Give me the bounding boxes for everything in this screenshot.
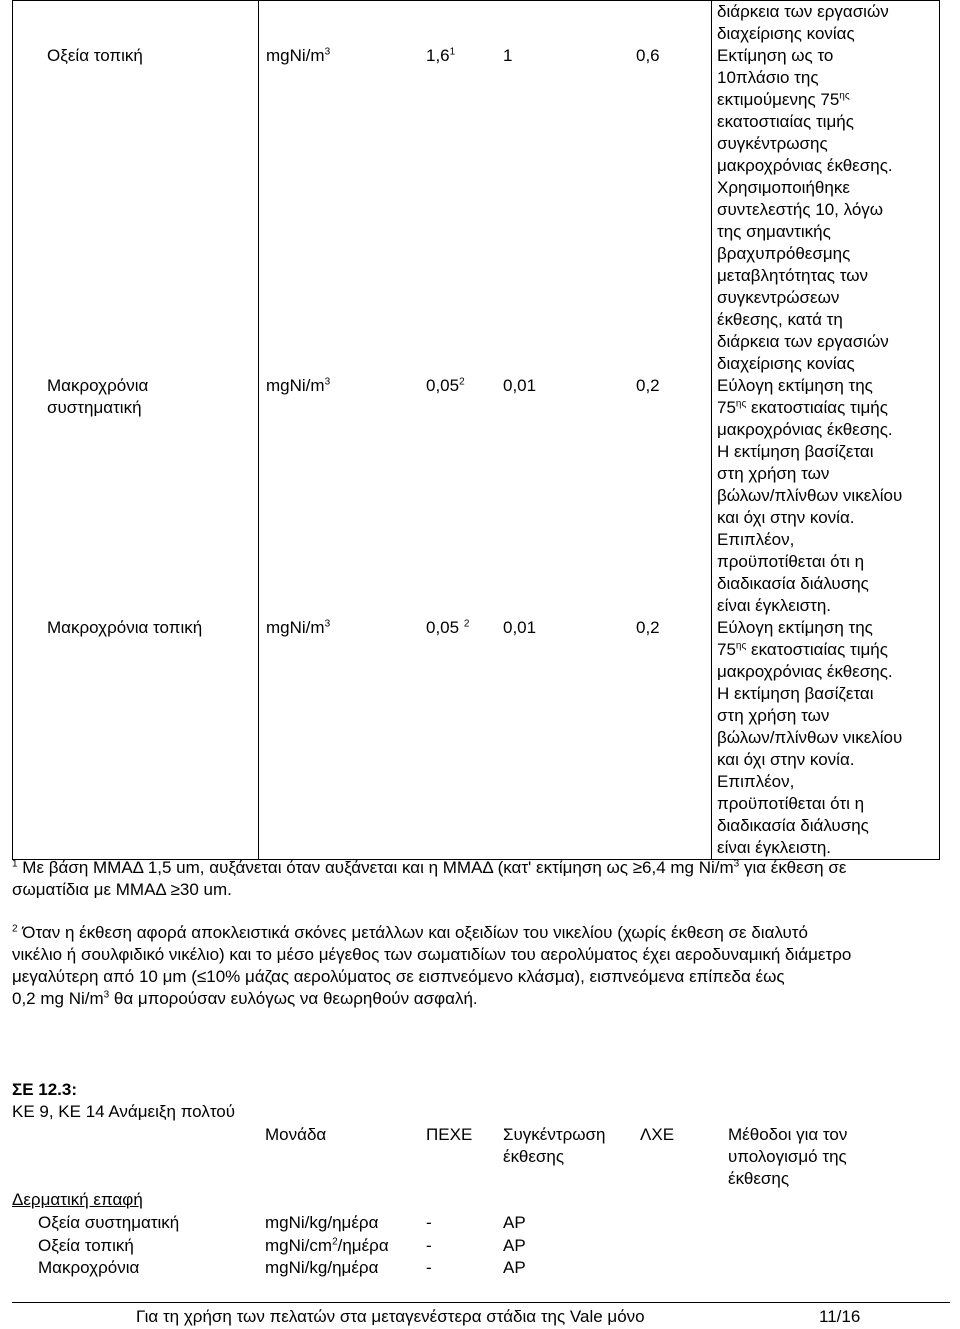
- concentration-cell: AP: [503, 1258, 526, 1277]
- unit-cell: mgNi/$m^3$: [266, 618, 331, 637]
- row-label: Μακροχρόνια τοπική: [47, 618, 203, 637]
- row-label: Μακροχρόνια συστηματική: [47, 376, 149, 417]
- lxe-cell: 0,2: [636, 376, 660, 395]
- concentration-cell: AP: [503, 1213, 526, 1232]
- pexe-cell: 0,05$^2$: [426, 376, 465, 395]
- pexe-cell: -: [426, 1236, 432, 1255]
- lxe-cell: 0,2: [636, 618, 660, 637]
- concentration-cell: AP: [503, 1236, 526, 1255]
- unit-cell: mgNi/$m^3$: [266, 46, 331, 65]
- footnote-2: $^2$ Όταν η έκθεση αφορά αποκλειστικά σκόνες μετάλλων και οξειδίων του νικελίου (χωρίς έκθεση σε διαλυτό νικέλιο ή σουλφιδικό νικέλιο) και το μέσο μέγεθος των σωματιδίων του αερολύματος έχει αεροδυναμική διάμετρο μεγαλύτερη από 10 μm (≤10% μάζας αερολύματος σε εισπνεόμενο κλάσμα), εισπνεόμενα επίπεδα έως 0,2 mg $Ni/m^3$ θα μπορούσαν ευλόγως να θεωρηθούν ασφαλή.: [12, 923, 852, 1008]
- pexe-cell: -: [426, 1213, 432, 1232]
- table-border: [12, 0, 13, 859]
- row-label: Μακροχρόνια: [38, 1258, 140, 1277]
- header-method: Μέθοδοι για τον υπολογισμό της έκθεσης: [728, 1125, 848, 1188]
- page-number: 11/16: [819, 1307, 861, 1326]
- row-label: Οξεία συστηματική: [38, 1213, 180, 1232]
- method-cell: Εύλογη εκτίμηση της $75^{\eta\varsigma}$ εκατοστιαίας τιμής μακροχρόνιας έκθεσης. Η εκτίμηση βασίζεται στη χρήση των βώλων/πλίνθων νικελίου και όχι στην κονία. Επιπλέον, προϋποτίθεται ότι η διαδικασία διάλυσης είναι έγκλειστη.: [717, 618, 903, 857]
- table-border: [258, 0, 259, 859]
- table-border: [939, 0, 940, 859]
- header-lxe: ΛΧΕ: [640, 1125, 675, 1144]
- section-title: ΣΕ 12.3:: [12, 1080, 78, 1099]
- footer-text: Για τη χρήση των πελατών στα μεταγενέστερα στάδια της Vale μόνο: [136, 1307, 645, 1326]
- concentration-cell: 1: [503, 46, 513, 65]
- row-label: Οξεία τοπική: [47, 46, 143, 65]
- footnote-1: $^1$ Με βάση ΜΜΑΔ 1,5 um, αυξάνεται όταν αυξάνεται και η ΜΜΑΔ (κατ' εκτίμηση ως ≥6,4 mg $Ni/m^3$ για έκθεση σε σωματίδια με ΜΜΑΔ ≥30 um.: [12, 858, 847, 899]
- concentration-cell: 0,01: [503, 376, 537, 395]
- pexe-cell: 0,05 $^2$: [426, 618, 470, 637]
- method-carryover: διάρκεια των εργασιών διαχείρισης κονίας: [717, 2, 889, 43]
- unit-cell: mgNi/$cm^2$/ημέρα: [265, 1236, 389, 1255]
- footer-divider: [12, 1302, 950, 1303]
- lxe-cell: 0,6: [636, 46, 660, 65]
- header-pexe: ΠΕΧΕ: [426, 1125, 473, 1144]
- method-cell: Εκτίμηση ως το 10πλάσιο της εκτιμούμενης $75^{\eta\varsigma}$ εκατοστιαίας τιμής συγκέντρωσης μακροχρόνιας έκθεσης. Χρησιμοποιήθηκε συντελεστής 10, λόγω της σημαντικής βραχυπρόθεσμης μεταβλητότητας των συγκεντρώσεων έκθεσης, κατά τη διάρκεια των εργασιών διαχείρισης κονίας: [717, 46, 893, 373]
- unit-cell: mgNi/kg/ημέρα: [265, 1258, 379, 1277]
- header-unit: Μονάδα: [265, 1125, 327, 1144]
- method-cell: Εύλογη εκτίμηση της $75^{\eta\varsigma}$ εκατοστιαίας τιμής μακροχρόνιας έκθεσης. Η εκτίμηση βασίζεται στη χρήση των βώλων/πλίνθων νικελίου και όχι στην κονία. Επιπλέον, προϋποτίθεται ότι η διαδικασία διάλυσης είναι έγκλειστη.: [717, 376, 903, 615]
- unit-cell: mgNi/$m^3$: [266, 376, 331, 395]
- row-label: Οξεία τοπική: [38, 1236, 134, 1255]
- header-concentration: Συγκέντρωση έκθεσης: [503, 1125, 606, 1166]
- concentration-cell: 0,01: [503, 618, 537, 637]
- group-label: Δερματική επαφή: [12, 1190, 143, 1209]
- pexe-cell: $1,6^1$: [426, 46, 456, 65]
- table-border: [711, 0, 712, 859]
- unit-cell: mgNi/kg/ημέρα: [265, 1213, 379, 1232]
- section-subtitle: ΚΕ 9, ΚΕ 14 Ανάμειξη πολτού: [12, 1102, 236, 1121]
- pexe-cell: -: [426, 1258, 432, 1277]
